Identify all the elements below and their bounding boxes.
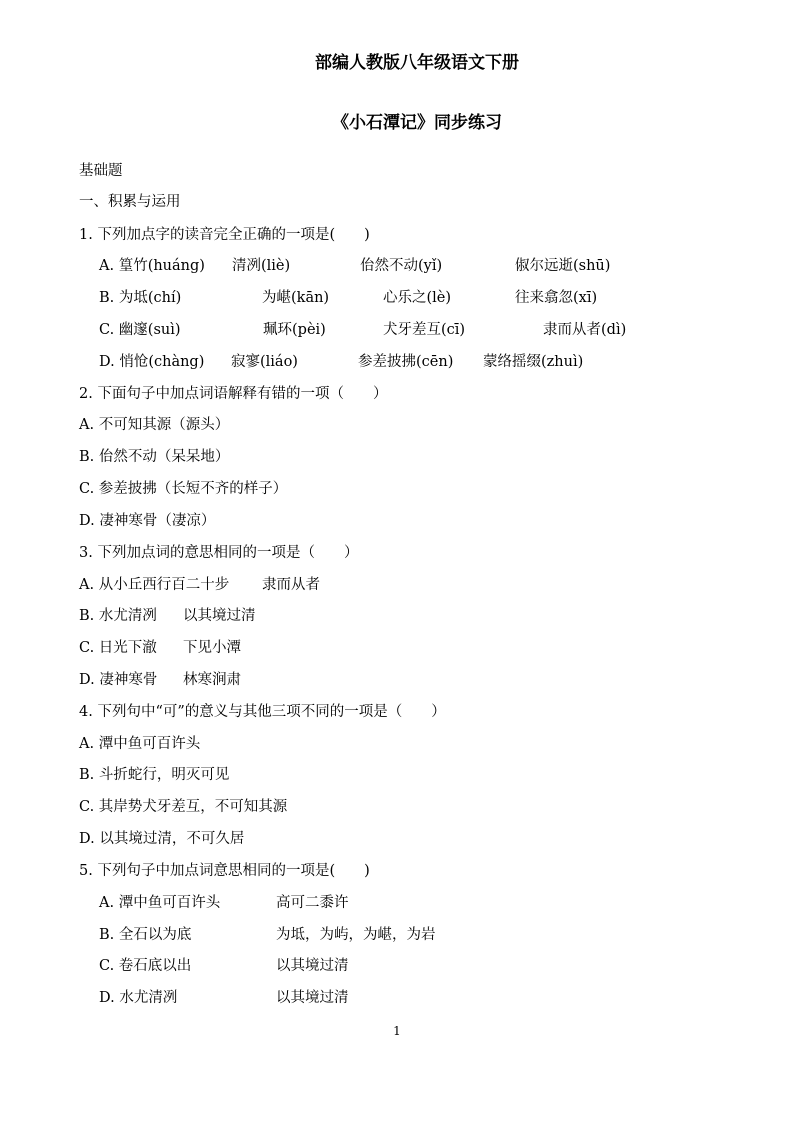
page-number: 1: [393, 1024, 401, 1038]
option-part: A. 篁竹(huáng): [99, 258, 205, 274]
question-2-stem: 2. 下面句子中加点词语解释有错的一项（ ）: [79, 386, 388, 402]
option-part: 下见小潭: [183, 640, 241, 656]
option-part: C. 卷石底以出: [99, 958, 192, 974]
document-subtitle: 《小石潭记》同步练习: [332, 113, 502, 133]
question-1-stem: 1. 下列加点字的读音完全正确的一项是( ): [79, 227, 370, 243]
option-part: A. 从小丘西行百二十步: [79, 577, 230, 593]
option-part: 心乐之(lè): [383, 290, 452, 306]
question-4-option-b: B. 斗折蛇行，明灭可见: [79, 767, 230, 783]
question-2-option-d: D. 凄神寒骨（凄凉）: [79, 513, 216, 529]
section-heading: 基础题: [79, 163, 123, 179]
option-part: 犬牙差互(cī): [383, 322, 466, 338]
question-4-option-c: C. 其岸势犬牙差互，不可知其源: [79, 799, 288, 815]
option-part: 佁然不动(yǐ): [360, 258, 443, 274]
question-3-stem: 3. 下列加点词的意思相同的一项是（ ）: [79, 545, 359, 561]
option-part: 以其境过清: [276, 990, 349, 1006]
option-part: 隶而从者(dì): [543, 322, 627, 338]
option-part: 往来翕忽(xī): [515, 290, 598, 306]
option-part: 珮环(pèi): [263, 322, 326, 338]
question-4-option-a: A. 潭中鱼可百许头: [79, 736, 201, 752]
option-part: B. 水尤清冽: [79, 608, 157, 624]
option-part: 参差披拂(cēn): [358, 354, 454, 370]
option-part: C. 幽邃(suì): [99, 322, 181, 338]
question-4-stem: 4. 下列句中“可”的意义与其他三项不同的一项是（ ）: [79, 704, 446, 720]
question-4-option-d: D. 以其境过清，不可久居: [79, 831, 245, 847]
option-part: D. 悄怆(chàng): [99, 354, 205, 370]
option-part: 清冽(liè): [232, 258, 291, 274]
option-part: 林寒涧肃: [183, 672, 241, 688]
part-heading: 一、积累与运用: [79, 194, 181, 210]
option-part: B. 全石以为底: [99, 927, 192, 943]
question-2-option-b: B. 佁然不动（呆呆地）: [79, 449, 230, 465]
question-2-option-a: A. 不可知其源（源头）: [79, 417, 230, 433]
question-5-stem: 5. 下列句子中加点词意思相同的一项是( ): [79, 863, 370, 879]
option-part: D. 水尤清冽: [99, 990, 178, 1006]
option-part: 为嵁(kān): [262, 290, 330, 306]
option-part: A. 潭中鱼可百许头: [99, 895, 221, 911]
option-part: 俶尔远逝(shū): [515, 258, 611, 274]
option-part: 隶而从者: [262, 577, 320, 593]
document-title: 部编人教版八年级语文下册: [315, 53, 519, 73]
option-part: 高可二黍许: [276, 895, 349, 911]
option-part: D. 凄神寒骨: [79, 672, 158, 688]
question-2-option-c: C. 参差披拂（长短不齐的样子）: [79, 481, 288, 497]
option-part: C. 日光下澈: [79, 640, 157, 656]
option-part: B. 为坻(chí): [99, 290, 182, 306]
option-part: 寂寥(liáo): [231, 354, 298, 370]
option-part: 以其境过清: [276, 958, 349, 974]
option-part: 为坻，为屿，为嵁，为岩: [276, 927, 436, 943]
option-part: 以其境过清: [183, 608, 256, 624]
option-part: 蒙络摇缀(zhuì): [483, 354, 584, 370]
